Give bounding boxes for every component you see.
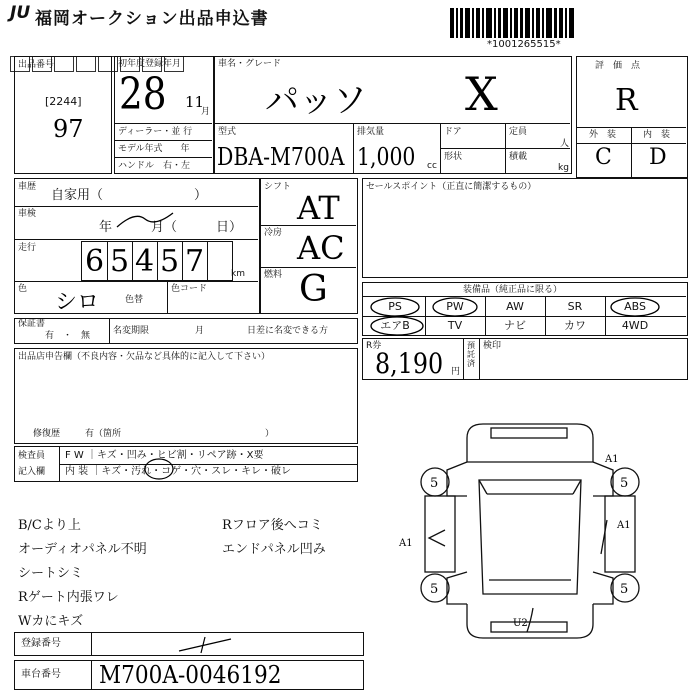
equipment-ps: PS [388,300,402,313]
color-value: シロ [55,290,100,315]
fuel-value: G [299,269,328,310]
model-label: 型式 [218,127,237,137]
equipment-circles [363,296,686,336]
handle-row: ハンドル 右・左 [118,161,191,171]
warranty-label: 保証書 [18,319,46,329]
lot-code: [2244] [45,95,82,108]
mileage-digit: 6 [85,244,105,279]
recycle-box [362,338,688,380]
exterior-grade: C [595,145,612,170]
form-title: 福岡オークション出品申込書 [35,9,269,29]
sales-point-label: セールスポイント（正直に簡潔するもの） [366,182,537,192]
equipment-airbag: エアB [380,319,410,332]
note-line: Wカにキズ [18,614,84,629]
registration-box [114,56,214,174]
color-sub: 色替 [125,295,144,305]
mileage-digit: 4 [135,244,155,279]
inspection-strike [115,209,175,231]
warranty-options: 有 ・ 無 [45,331,91,341]
barcode-number: *1001265515* [487,39,561,50]
aircon-value: AC [297,229,345,267]
capacity-label: 定員 [509,127,528,137]
shift-box [260,178,358,314]
note-line: オーディオパネル不明 [18,542,147,557]
ju-logo: JU [10,3,31,23]
note-line: エンドパネル凹み [222,542,326,557]
vehicle-name: パッソ [265,81,367,121]
color-label: 色 [18,284,28,294]
note-line: B/Cより上 [18,518,81,533]
usage-box [14,178,260,314]
warranty-note: 日差に名変できる方 [247,326,329,336]
inspector-circle [135,447,185,481]
displacement-unit: cc [427,161,437,171]
grade-score: R [615,83,638,118]
chassis-number-label: 車台番号 [21,669,61,680]
inspector-row-2: 内 装 ｜キズ・汚れ・コゲ・穴・スレ・キレ・破レ [65,466,292,477]
vehicle-grade: X [465,67,498,121]
load-label: 積載 [509,152,528,162]
remarks-label: 検印 [483,341,502,351]
damage-mark: A1 [617,520,631,531]
mileage-cells [81,241,233,281]
grade-label: 評 価 点 [595,61,641,71]
lot-box [14,56,112,174]
equipment-tv: TV [447,319,463,332]
repair-value: 有（箇所 ） [85,429,275,439]
lot-number: 97 [53,115,84,143]
mileage-digit: 7 [185,244,205,279]
tire-label: 5 [620,476,629,491]
equipment-4wd: 4WD [621,319,649,332]
registration-strike [175,635,235,655]
tire-label: 5 [430,476,439,491]
chassis-number-value: M700A-0046192 [99,661,282,689]
inspection-value: 年 月（ 日） [99,220,243,235]
car-damage-diagram [395,410,685,645]
model-code: DBA-M700A [217,143,345,171]
shift-value: AT [297,189,340,227]
color-code-label: 色コード [171,284,208,294]
vehicle-name-label: 車名・グレード [218,59,282,69]
equipment-aw: AW [506,300,524,313]
inspection-label: 車検 [18,209,37,219]
mileage-digit: 5 [160,244,180,279]
recycle-unit: 円 [451,367,461,377]
damage-mark: U2 [513,618,528,629]
equipment-abs: ABS [624,300,646,313]
displacement-value: 1,000 [357,143,416,171]
mileage-unit: km [231,269,245,279]
note-line: Rフロア後へコミ [222,518,323,533]
equipment-navi: ナビ [504,319,526,332]
usage-label: 車歴 [18,182,37,192]
inspector-label-2: 記入欄 [18,467,46,477]
inspector-label: 検査員 [18,451,46,461]
repair-label: 修復歴 [33,429,61,439]
model-year-row: モデル年式 年 [118,144,190,154]
period-unit: 月 [195,326,205,336]
barcode [450,8,575,38]
damage-mark: A1 [605,454,619,465]
grade-box [576,56,688,178]
month-unit: 月 [201,107,211,117]
equipment-label: 装備品（純正品に限る） [463,285,563,295]
displacement-label: 排気量 [357,127,385,137]
door-label: ドア [444,127,462,137]
registration-label: 初年度登録年月 [118,59,182,69]
equipment-box [362,282,688,336]
registration-year: 28 [119,69,167,120]
registration-number-box [14,632,364,656]
shift-label: シフト [264,182,292,192]
deposit-label: 預託済 [467,341,475,368]
interior-grade: D [649,145,667,170]
damage-mark: A1 [399,538,413,549]
capacity-unit: 人 [560,139,570,149]
usage-value: 自家用（ ） [51,188,208,203]
note-line: Rゲート内張ワレ [18,590,119,605]
vehicle-box [214,56,572,174]
tire-label: 5 [620,582,629,597]
sales-point-box [362,178,688,278]
inspector-row-1: F W ｜キズ・凹み・ヒビ割・リペア跡・X要 [65,450,264,461]
seller-notes-label: 出品店申告欄（不良内容・欠品など具体的に記入して下さい） [18,352,271,362]
recycle-label: R券 [366,341,382,351]
aircon-label: 冷房 [264,228,283,238]
dealer-row: ディーラー・並 行 [118,127,193,137]
note-line: シートシミ [18,566,84,581]
registration-number-label: 登録番号 [21,638,61,649]
inspector-box [14,446,358,482]
fuel-label: 燃料 [264,270,283,280]
interior-label: 内 装 [643,130,671,140]
shape-label: 形状 [444,152,463,162]
load-unit: kg [558,163,569,173]
lot-label: 出品番号 [18,60,55,70]
equipment-pw: PW [446,300,464,313]
seller-notes-box [14,348,358,444]
equipment-leather: カワ [564,319,586,332]
exterior-label: 外 装 [589,130,617,140]
equipment-sr: SR [567,300,583,313]
recycle-value: 8,190 [375,347,444,380]
registration-month: 11 [185,93,205,111]
chassis-number-box [14,660,364,690]
period-label: 名変期限 [113,326,150,336]
mileage-label: 走行 [18,243,37,253]
mileage-digit: 5 [110,244,130,279]
tire-label: 5 [430,582,439,597]
warranty-box [14,318,358,344]
